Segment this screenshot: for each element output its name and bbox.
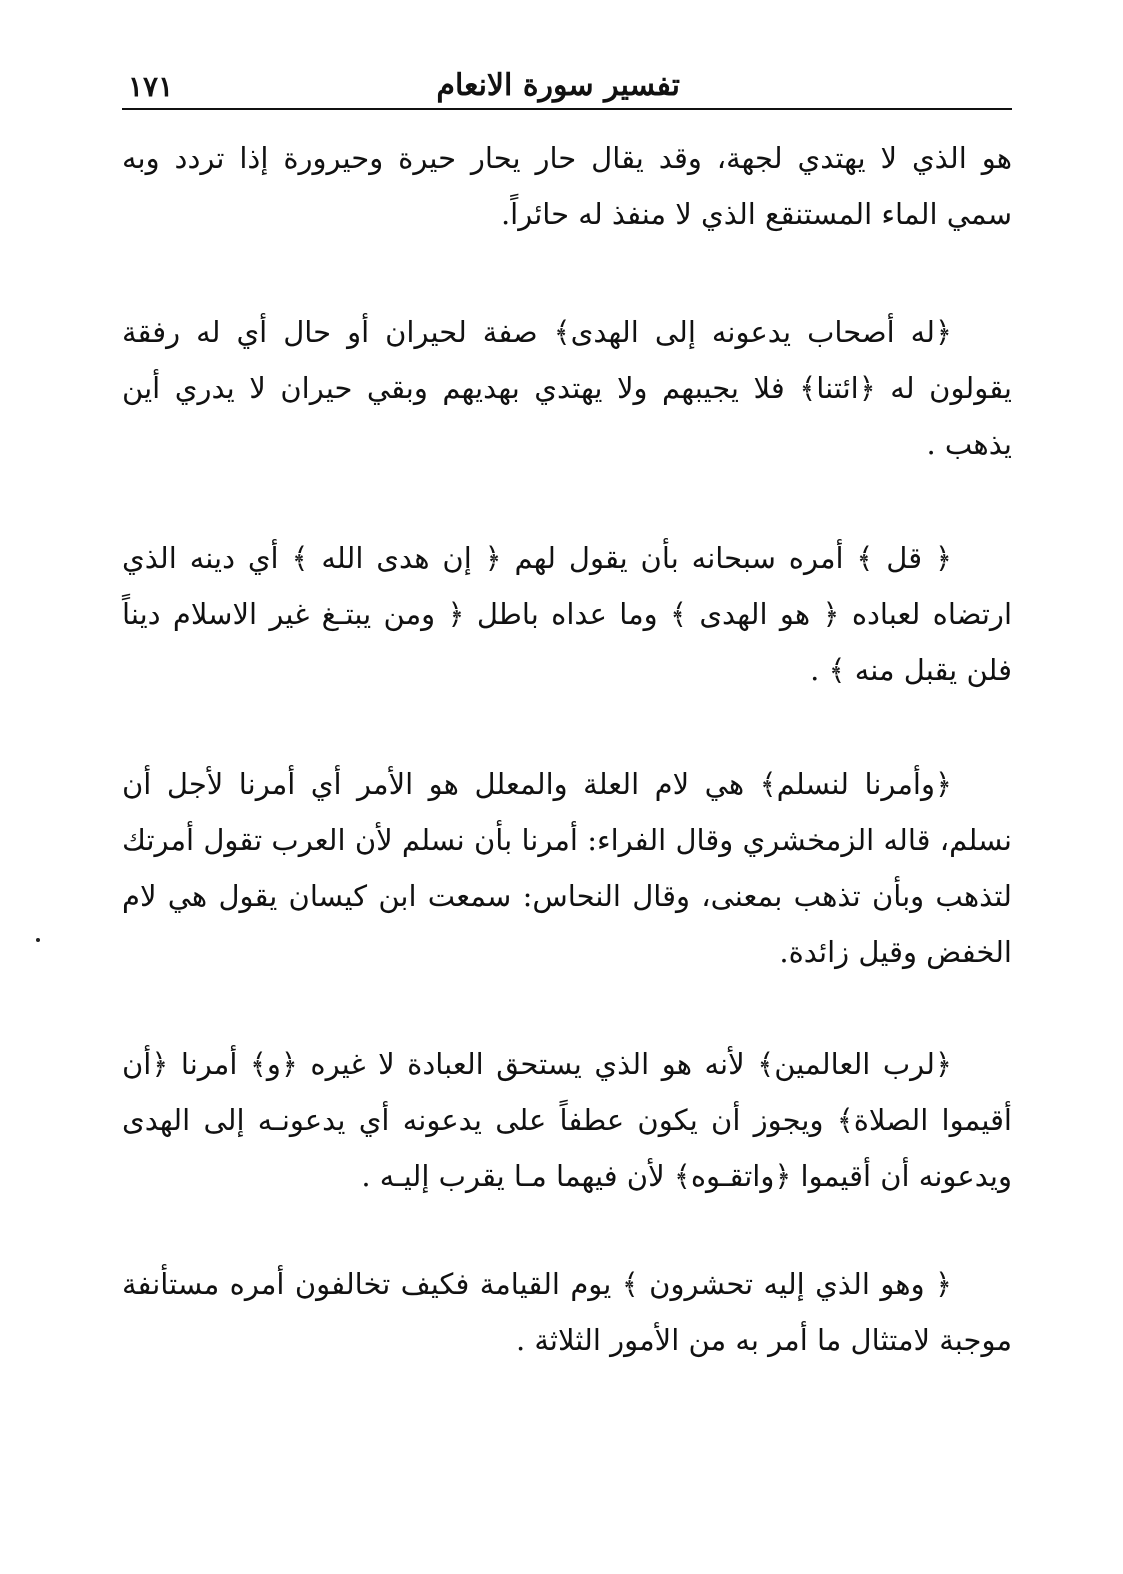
- page-number: ١٧١: [128, 70, 174, 103]
- scan-speck: [36, 938, 40, 942]
- header-title: تفسير سورة الانعام: [436, 68, 680, 103]
- paragraph: ﴿له أصحاب يدعونه إلى الهدى﴾ صفة لحيران أو حال أي له رفقة يقولون له ﴿ائتنا﴾ فلا يجيبهم ولا يهتدي بهديهم وبقي حيران لا يدري أين يذهب .: [122, 315, 1012, 461]
- paragraph: ﴿لرب العالمين﴾ لأنه هو الذي يستحق العبادة لا غيره ﴿و﴾ أمرنا ﴿أن أقيموا الصلاة﴾ ويجوز أن يكون عطفاً على يدعونه أي يدعونـه إلى الهدى ويدعونه أن أقيموا ﴿واتقـوه﴾ لأن فيهما مـا يقرب إليـه .: [122, 1047, 1012, 1193]
- page-body: [122, 130, 1012, 1368]
- running-header: [122, 64, 1012, 110]
- paragraph: ﴿ قل ﴾ أمره سبحانه بأن يقول لهم ﴿ إن هدى الله ﴾ أي دينه الذي ارتضاه لعباده ﴿ هو الهدى ﴾ وما عداه باطل ﴿ ومن يبتـغ غير الاسلام ديناً فلن يقبل منه ﴾ .: [122, 541, 1012, 687]
- paragraph: ﴿وأمرنا لنسلم﴾ هي لام العلة والمعلل هو الأمر أي أمرنا لأجل أن نسلم، قاله الزمخشري وقال الفراء: أمرنا بأن نسلم لأن العرب تقول أمرتك لتذهب وبأن تذهب بمعنى، وقال النحاس: سمعت ابن كيسان يقول هي لام الخفض وقيل زائدة.: [122, 767, 1012, 969]
- paragraph: ﴿ وهو الذي إليه تحشرون ﴾ يوم القيامة فكيف تخالفون أمره مستأنفة موجبة لامتثال ما أمر به من الأمور الثلاثة .: [122, 1267, 1012, 1357]
- paragraph: هو الذي لا يهتدي لجهة، وقد يقال حار يحار حيرة وحيرورة إذا تردد وبه سمي الماء المستنقع الذي لا منفذ له حائراً.: [122, 141, 1012, 231]
